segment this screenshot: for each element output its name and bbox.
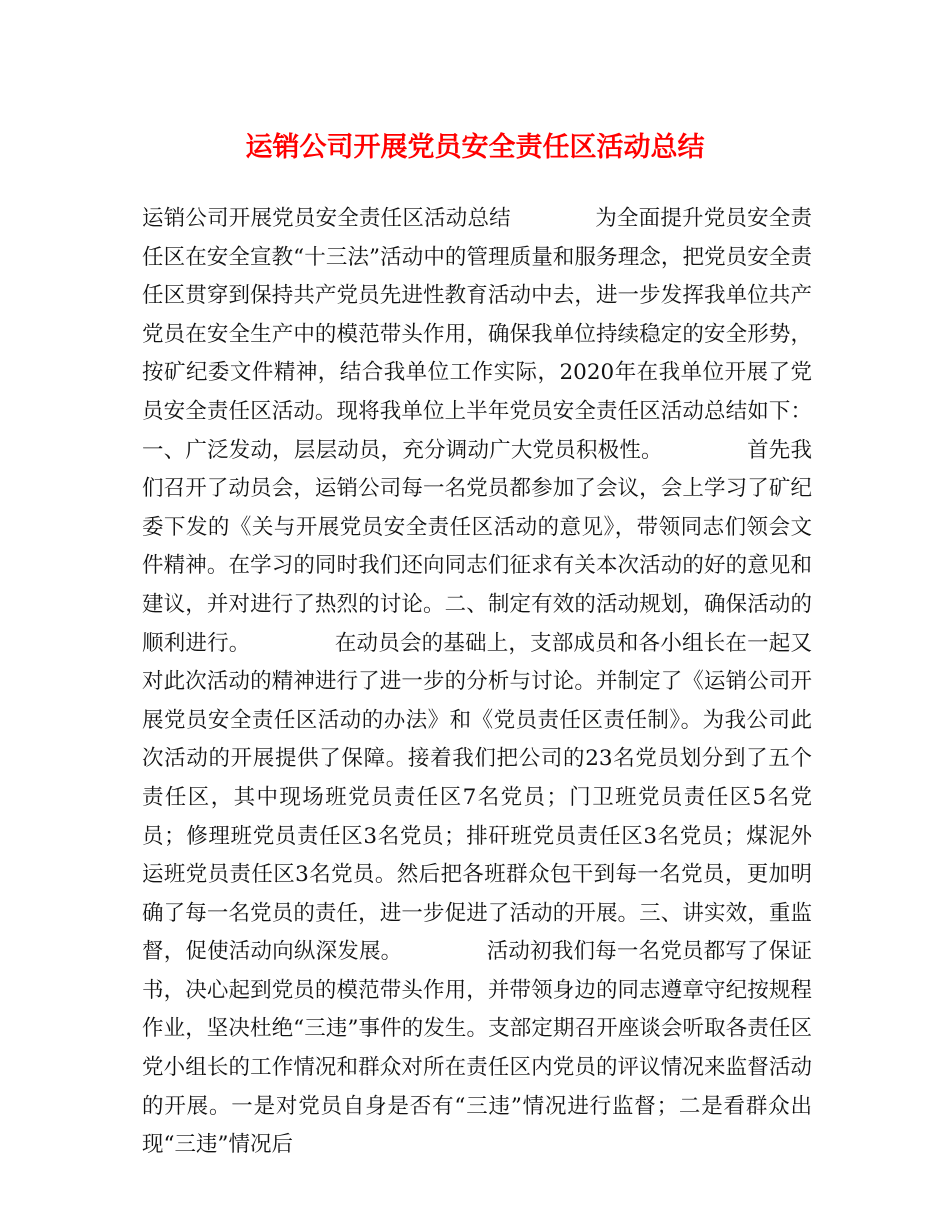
document-body: 运销公司开展党员安全责任区活动总结 为全面提升党员安全责任区在安全宣教“十三法”活动中的管理质量和服务理念，把党员安全责任区贯穿到保持共产党员先进性教育活动中去，进一步发挥我单位共产党员在安全生产中的模范带头作用，确保我单位持续稳定的安全形势，按矿纪委文件精神，结合我单位工作实际，2020年在我单位开展了党员安全责任区活动。现将我单位上半年党员安全责任区活动总结如下：一、广泛发动，层层动员，充分调动广大党员积极性。 首先我们召开了动员会，运销公司每一名党员都参加了会议，会上学习了矿纪委下发的《关与开展党员安全责任区活动的意见》，带领同志们领会文件精神。在学习的同时我们还向同志们征求有关本次活动的好的意见和建议，并对进行了热烈的讨论。二、制定有效的活动规划，确保活动的顺利进行。 在动员会的基础上，支部成员和各小组长在一起又对此次活动的精神进行了进一步的分析与讨论。并制定了《运销公司开展党员安全责任区活动的办法》和《党员责任区责任制》。为我公司此次活动的开展提供了保障。接着我们把公司的23名党员划分到了五个责任区，其中现场班党员责任区7名党员；门卫班党员责任区5名党员；修理班党员责任区3名党员；排矸班党员责任区3名党员；煤泥外运班党员责任区3名党员。然后把各班群众包干到每一名党员，更加明确了每一名党员的责任，进一步促进了活动的开展。三、讲实效，重监督，促使活动向纵深发展。 活动初我们每一名党员都写了保证书，决心起到党员的模范带头作用，并带领身边的同志遵章守纪按规程作业，坚决杜绝“三违”事件的发生。支部定期召开座谈会听取各责任区党小组长的工作情况和群众对所在责任区内党员的评议情况来监督活动的开展。一是对党员自身是否有“三违”情况进行监督；二是看群众出现“三违”情况后 bbox=[142, 206, 812, 1158]
document-title: 运销公司开展党员安全责任区活动总结 bbox=[245, 132, 705, 163]
